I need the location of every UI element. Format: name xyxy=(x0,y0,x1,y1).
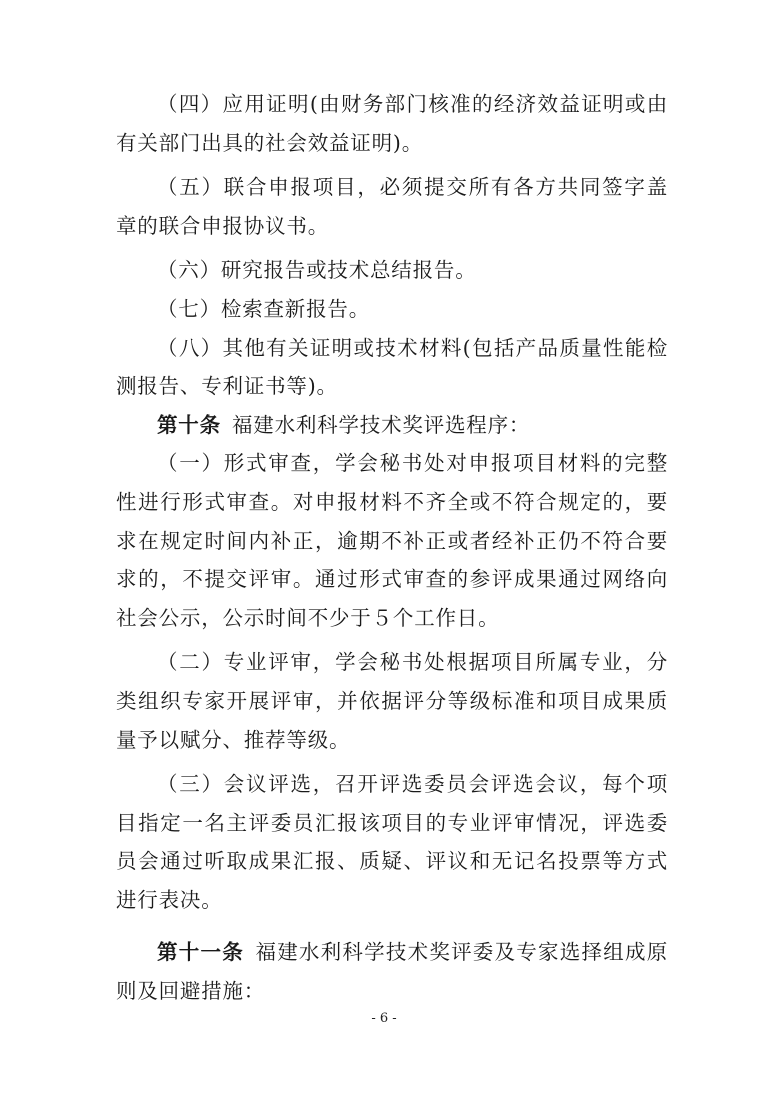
article-11-title: 第十一条 xyxy=(157,940,244,965)
article-11 xyxy=(116,933,668,1010)
paragraph-10-2: （二）专业评审，学会秘书处根据项目所属专业，分类组织专家开展评审，并依据评分等级标准和项目成果质量予以赋分、推荐等级。 xyxy=(116,650,668,752)
page-number: - 6 - xyxy=(371,1011,397,1026)
paragraph-10-3: （三）会议评选，召开评选委员会评选会议，每个项目指定一名主评委员汇报该项目的专业评审情况，评选委员会通过听取成果汇报、质疑、评议和无记名投票等方式进行表决。 xyxy=(116,772,668,912)
article-10-text: 福建水利科学技术奖评选程序： xyxy=(231,412,531,437)
article-10-title: 第十条 xyxy=(157,412,221,437)
paragraph-8: （八）其他有关证明或技术材料(包括产品质量性能检测报告、专利证书等)。 xyxy=(116,335,668,399)
paragraph-5: （五）联合申报项目，必须提交所有各方共同签字盖章的联合申报协议书。 xyxy=(116,175,668,238)
paragraph-7: （七）检索查新报告。 xyxy=(157,296,370,321)
article-10 xyxy=(116,406,668,445)
article-11-text: 福建水利科学技术奖评委及专家选择组成原则及回避措施： xyxy=(116,940,669,1004)
paragraph-4: （四）应用证明(由财务部门核准的经济效益证明或由有关部门出具的社会效益证明)。 xyxy=(116,92,668,155)
paragraph-6: （六）研究报告或技术总结报告。 xyxy=(157,258,477,283)
paragraph-10-1: （一）形式审查，学会秘书处对申报项目材料的完整性进行形式审查。对申报材料不齐全或不符合规定的，要求在规定时间内补正，逾期不补正或者经补正仍不符合要求的，不提交评审。通过形式审查的参评成果通过网络向社会公示，公示时间不少于５个工作日。 xyxy=(116,451,668,630)
body-text xyxy=(116,85,668,1011)
